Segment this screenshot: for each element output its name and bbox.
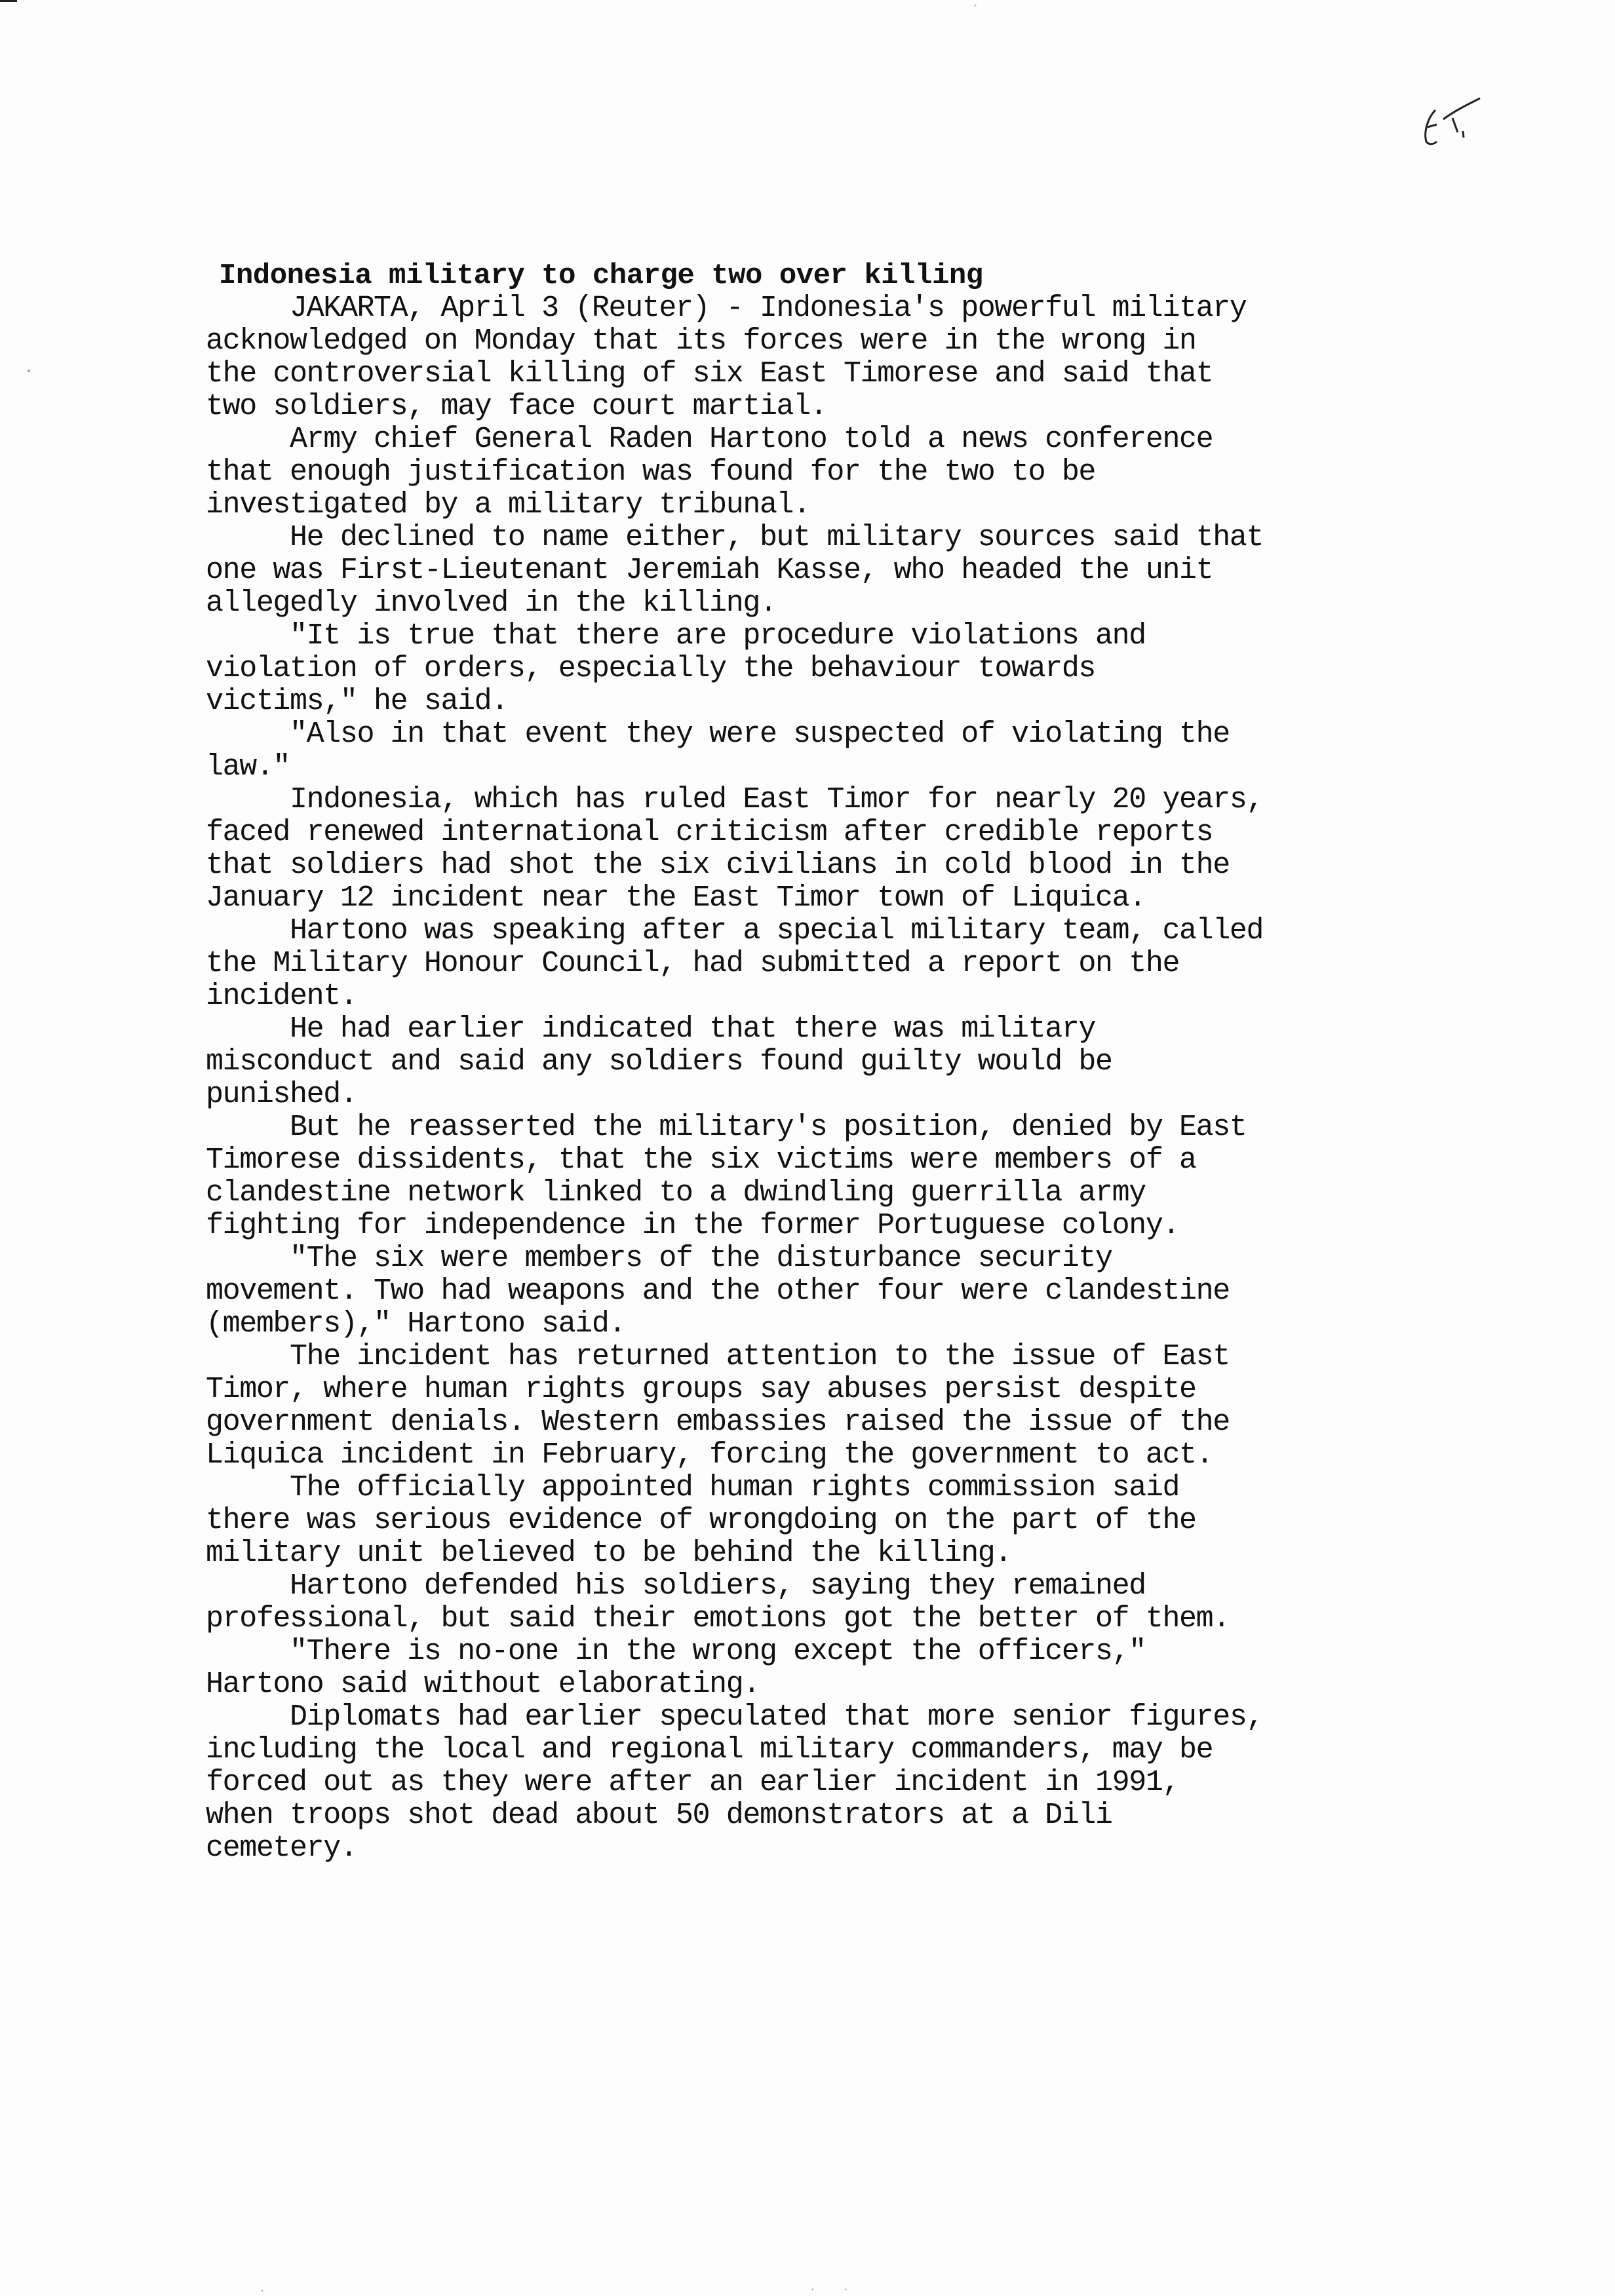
- article-paragraph: Indonesia, which has ruled East Timor for nearly 20 years, faced renewed international criticism after credible reports that soldiers had shot the six civilians in cold blood in the January 12 incident near the East Timor town of Liquica.: [206, 783, 1264, 915]
- article-paragraph: Hartono defended his soldiers, saying they remained professional, but said their emotions got the better of them.: [206, 1569, 1230, 1636]
- article-paragraph: Army chief General Raden Hartono told a news conference that enough justification was found for the two to be investigated by a military tribunal.: [206, 423, 1213, 522]
- article-paragraph: The officially appointed human rights commission said there was serious evidence of wrongdoing on the part of the military unit believed to be behind the killing.: [206, 1471, 1196, 1570]
- article-paragraph: Hartono was speaking after a special military team, called the Military Honour Council, had submitted a report on the incident.: [206, 914, 1264, 1013]
- article-paragraph: "The six were members of the disturbance security movement. Two had weapons and the other four were clandestine (members)," Hartono said.: [206, 1242, 1230, 1341]
- article-paragraph: JAKARTA, April 3 (Reuter) - Indonesia's powerful military acknowledged on Monday that its forces were in the wrong in the controversial killing of six East Timorese and said that two soldiers, may face court martial.: [206, 292, 1247, 423]
- handwritten-note-et: [1414, 92, 1487, 151]
- article-paragraph: But he reasserted the military's position, denied by East Timorese dissidents, that the six victims were members of a clandestine network linked to a dwindling guerrilla army fighting for independence in the former Portuguese colony.: [206, 1111, 1247, 1242]
- corner-scan-mark: [0, 0, 17, 2]
- article-paragraph: "Also in that event they were suspected of violating the law.": [206, 718, 1230, 784]
- article-paragraph: "It is true that there are procedure violations and violation of orders, especially the behaviour towards victims," he said.: [206, 619, 1146, 718]
- article-body: [206, 292, 1451, 1865]
- article-paragraph: The incident has returned attention to the issue of East Timor, where human rights groups say abuses persist despite government denials. Western embassies raised the issue of the Liquica incident in February, forcing the government to act.: [206, 1340, 1230, 1472]
- article-paragraph: He had earlier indicated that there was military misconduct and said any soldiers found guilty would be punished.: [206, 1012, 1112, 1111]
- article: [206, 259, 1451, 1865]
- article-paragraph: "There is no-one in the wrong except the officers," Hartono said without elaborating.: [206, 1635, 1146, 1701]
- article-paragraph: He declined to name either, but military sources said that one was First-Lieutenant Jeremiah Kasse, who headed the unit allegedly involved in the killing.: [206, 521, 1264, 620]
- headline: Indonesia military to charge two over killing: [219, 259, 983, 292]
- article-paragraph: Diplomats had earlier speculated that more senior figures, including the local and regional military commanders, may be forced out as they were after an earlier incident in 1991, when troops shot dead about 50 demonstrators at a Dili cemetery.: [206, 1700, 1264, 1865]
